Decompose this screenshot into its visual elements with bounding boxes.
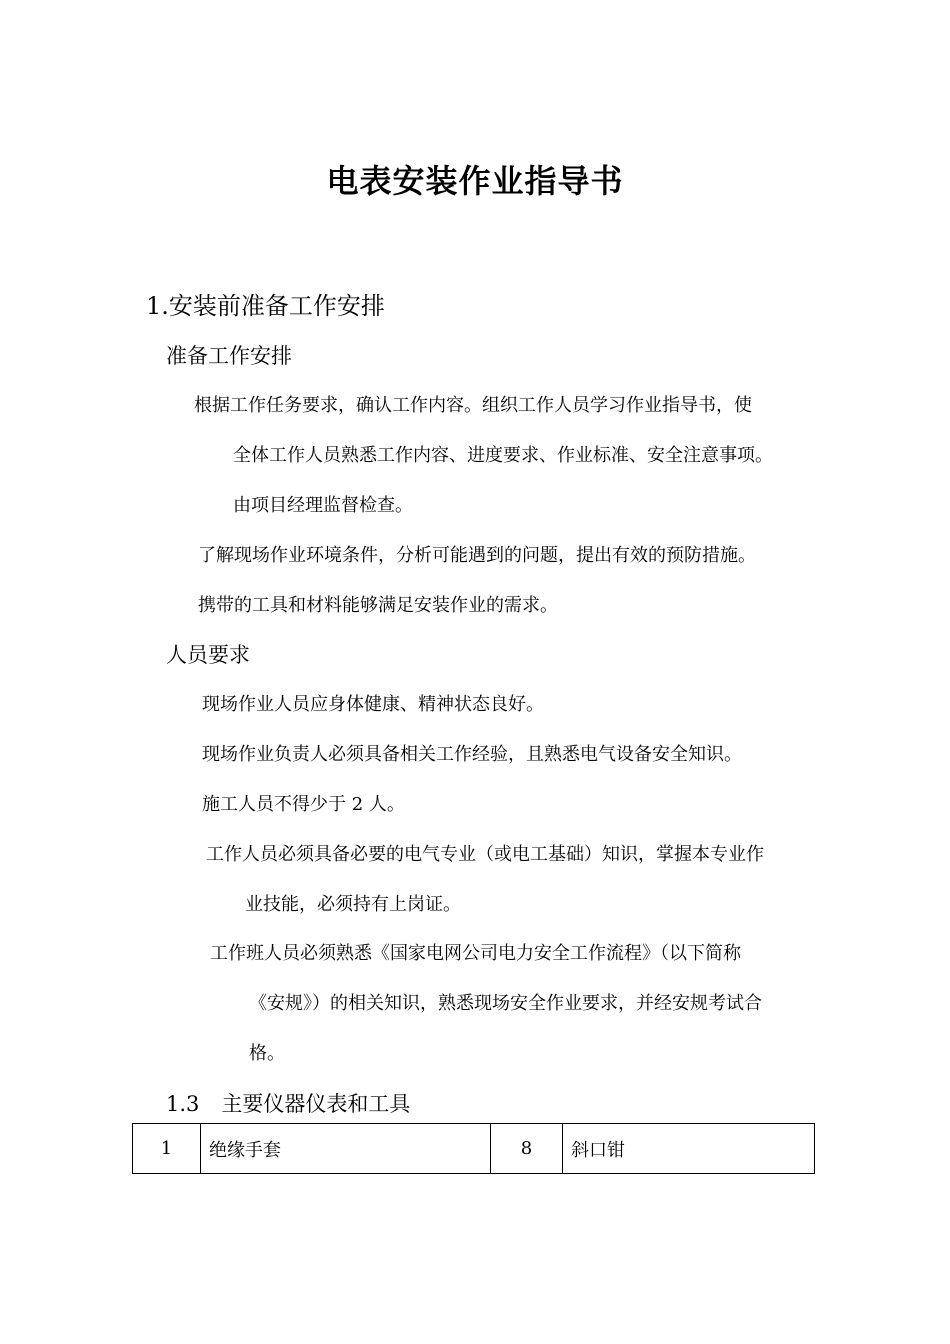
table-cell-tool-name: 斜口钳 bbox=[563, 1124, 815, 1174]
paragraph-line: 根据工作任务要求，确认工作内容。组织工作人员学习作业指导书，使 bbox=[194, 395, 752, 416]
subsection-number: 1.3 bbox=[166, 1092, 200, 1116]
table-cell-tool-name: 绝缘手套 bbox=[201, 1124, 491, 1174]
subsection-title: 主要仪器仪表和工具 bbox=[221, 1092, 411, 1116]
paragraph-line: 全体工作人员熟悉工作内容、进度要求、作业标准、安全注意事项。 bbox=[233, 445, 773, 466]
paragraph-line: 携带的工具和材料能够满足安装作业的需求。 bbox=[198, 595, 558, 616]
table-cell-number: 8 bbox=[491, 1124, 563, 1174]
document-title: 电表安装作业指导书 bbox=[326, 162, 624, 200]
table-row bbox=[133, 1124, 815, 1174]
table-cell-number: 1 bbox=[133, 1124, 201, 1174]
subsection-tools-heading bbox=[166, 1088, 410, 1118]
paragraph-line: 工作人员必须具备必要的电气专业（或电工基础）知识，掌握本专业作 bbox=[206, 844, 764, 865]
subsection-preparation-heading: 准备工作安排 bbox=[166, 344, 292, 368]
paragraph-line: 施工人员不得少于 2 人。 bbox=[202, 794, 405, 815]
paragraph-line: 《安规》）的相关知识，熟悉现场安全作业要求，并经安规考试合 bbox=[249, 993, 762, 1014]
paragraph-line: 业技能，必须持有上岗证。 bbox=[245, 894, 461, 915]
subsection-personnel-heading: 人员要求 bbox=[166, 643, 250, 667]
paragraph-line: 了解现场作业环境条件，分析可能遇到的问题，提出有效的预防措施。 bbox=[198, 545, 756, 566]
paragraph-line: 由项目经理监督检查。 bbox=[233, 495, 413, 516]
paragraph-line: 现场作业负责人必须具备相关工作经验，且熟悉电气设备安全知识。 bbox=[202, 744, 742, 765]
paragraph-line: 工作班人员必须熟悉《国家电网公司电力安全工作流程》（以下简称 bbox=[210, 943, 741, 964]
paragraph-line: 现场作业人员应身体健康、精神状态良好。 bbox=[202, 694, 544, 715]
paragraph-line: 格。 bbox=[249, 1043, 285, 1064]
tools-table bbox=[132, 1123, 815, 1174]
section-1-heading: 1.安装前准备工作安排 bbox=[146, 292, 385, 320]
